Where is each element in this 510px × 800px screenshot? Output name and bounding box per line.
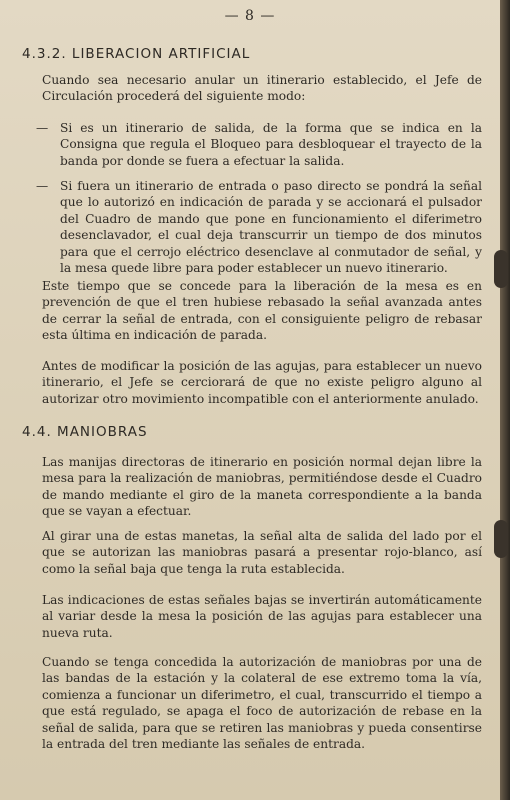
paragraph-intro: Cuando sea necesario anular un itinerario establecido, el Jefe de Circulación procederá del siguiente modo:: [42, 73, 482, 104]
dash-marker: —: [36, 121, 49, 135]
binder-hole: [494, 250, 508, 288]
paragraph: Al girar una de estas manetas, la señal alta de salida del lado por el que se autorizan las maniobras pasará a presentar rojo-blanco, así como la señal baja que tenga la ruta establecida.: [42, 529, 482, 576]
paragraph: Cuando se tenga concedida la autorización de maniobras por una de las bandas de la estación y la colateral de ese extremo toma la vía, comienza a funcionar un diferimetro, el cual, transcurrido el tiempo a que está regulado, se apaga el foco de autorización de rebase en la señal de salida, para que se retiren las maniobras y pueda consentirse la entrada del tren mediante las señales de entrada.: [42, 655, 482, 752]
dash-marker: —: [36, 179, 49, 193]
page-number: — 8 —: [224, 8, 276, 24]
bullet-text: Si fuera un itinerario de entrada o paso directo se pondrá la señal que lo autorizó en indicación de parada y se accionará el pulsador del Cuadro de mando que pone en funcionamiento el diferimetro desenclavador, el cual deja transcurrir un tiempo de dos minutos para que el cerrojo eléctrico desenclave al conmutador de señal, y la mesa quede libre para poder establecer un nuevo itinerario.: [60, 179, 482, 276]
paragraph: Antes de modificar la posición de las agujas, para establecer un nuevo itinerario, el Jefe se cerciorará de que no existe peligro alguno al autorizar otro movimiento incompatible con el anteriormente anulado.: [42, 359, 482, 406]
paragraph: Las indicaciones de estas señales bajas se invertirán automáticamente al variar desde la mesa la posición de las agujas para establecer una nueva ruta.: [42, 593, 482, 640]
section-heading-maniobras: 4.4. MANIOBRAS: [22, 424, 148, 440]
binder-hole: [494, 520, 508, 558]
bullet-item: [38, 178, 482, 276]
page-edge-shadow: [500, 0, 510, 800]
bullet-text: Si es un itinerario de salida, de la forma que se indica en la Consigna que regula el Bloqueo para desbloquear el trayecto de la banda por donde se fuera a efectuar la salida.: [60, 121, 482, 168]
bullet-item: [38, 120, 482, 169]
section-heading-liberacion: 4.3.2. LIBERACION ARTIFICIAL: [22, 46, 251, 62]
paragraph: Las manijas directoras de itinerario en posición normal dejan libre la mesa para la realización de maniobras, permitiéndose desde el Cuadro de mando mediante el giro de la maneta correspondiente a la banda que se vayan a efectuar.: [42, 455, 482, 519]
paragraph: Este tiempo que se concede para la liberación de la mesa es en prevención de que el tren hubiese rebasado la señal avanzada antes de cerrar la señal de entrada, con el consiguiente peligro de rebasar esta última en indicación de parada.: [42, 279, 482, 343]
